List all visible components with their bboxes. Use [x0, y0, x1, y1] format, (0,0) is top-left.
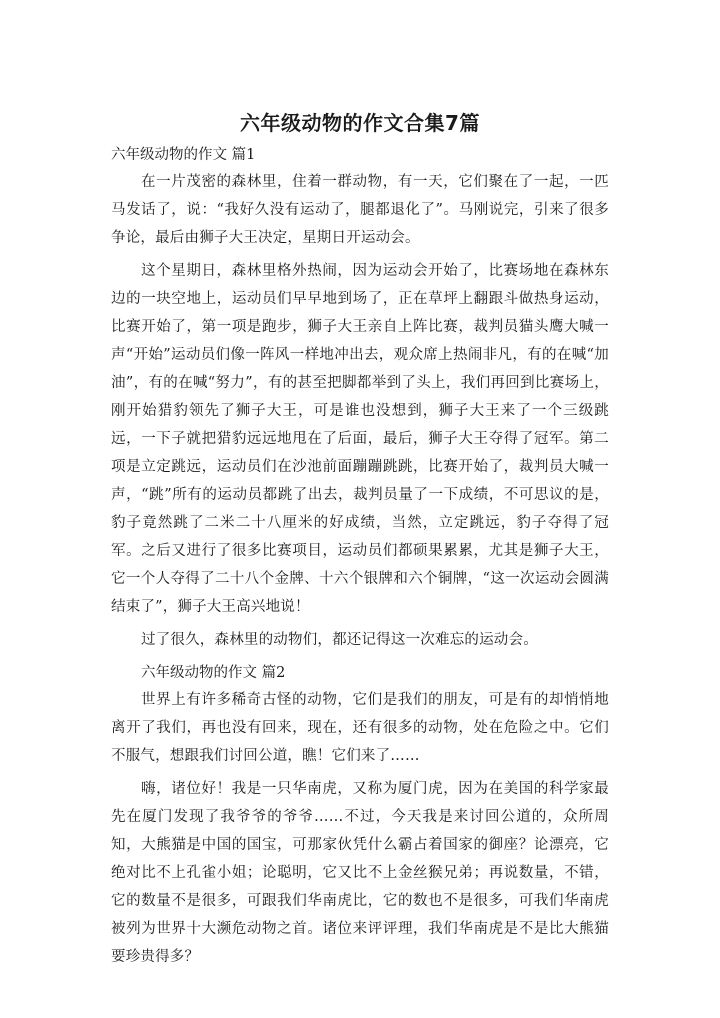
section-heading-2: 六年级动物的作文 篇2 — [141, 665, 286, 681]
paragraph: 在一片茂密的森林里，住着一群动物，有一天，它们聚在了一起，一匹马发话了，说：“我好久没有运动了，腿都退化了”。马刚说完，引来了很多争论，最后由狮子大王决定，星期日开运动会。 — [111, 174, 609, 246]
paragraph: 世界上有许多稀奇古怪的动物，它们是我们的朋友，可是有的却悄悄地离开了我们，再也没有回来，现在，还有很多的动物，处在危险之中。它们不服气，想跟我们讨回公道，瞧！它们来了…… — [111, 692, 609, 764]
document-title: 六年级动物的作文合集7篇 — [240, 111, 480, 135]
paragraph: 这个星期日，森林里格外热闹，因为运动会开始了，比赛场地在森林东边的一块空地上，运动员们早早地到场了，正在草坪上翻跟斗做热身运动，比赛开始了，第一项是跑步，狮子大王亲自上阵比赛，裁判员猫头鹰大喊一声“开始”运动员们像一阵风一样地冲出去，观众席上热闹非凡，有的在喊“加油”，有的在喊“努力”，有的甚至把脚都举到了头上，我们再回到比赛场上，刚开始猎豹领先了狮子大王，可是谁也没想到，狮子大王来了一个三级跳远，一下子就把猎豹远远地甩在了后面，最后，狮子大王夺得了冠军。第二项是立定跳远，运动员们在沙池前面蹦蹦跳跳，比赛开始了，裁判员大喊一声，“跳”所有的运动员都跳了出去，裁判员量了一下成绩，不可思议的是，豹子竟然跳了二米二十八厘米的好成绩，当然，立定跳远，豹子夺得了冠军。之后又进行了很多比赛项目，运动员们都硕果累累，尤其是狮子大王，它一个人夺得了二十八个金牌、十六个银牌和六个铜牌，“这一次运动会圆满结束了”，狮子大王高兴地说！ — [111, 263, 609, 615]
document-page — [111, 108, 609, 976]
section-heading-1: 六年级动物的作文 篇1 — [111, 147, 256, 163]
paragraph: 过了很久，森林里的动物们，都还记得这一次难忘的运动会。 — [141, 632, 538, 648]
paragraph: 嗨，诸位好！我是一只华南虎，又称为厦门虎，因为在美国的科学家最先在厦门发现了我爷爷的爷爷……不过，今天我是来讨回公道的，众所周知，大熊猫是中国的国宝，可那家伙凭什么霸占着国家的御座？论漂亮，它绝对比不上孔雀小姐；论聪明，它又比不上金丝猴兄弟；再说数量，不错，它的数量不是很多，可跟我们华南虎比，它的数也不是很多，可我们华南虎被列为世界十大濒危动物之首。诸位来评评理，我们华南虎是不是比大熊猫要珍贵得多？ — [111, 781, 609, 965]
